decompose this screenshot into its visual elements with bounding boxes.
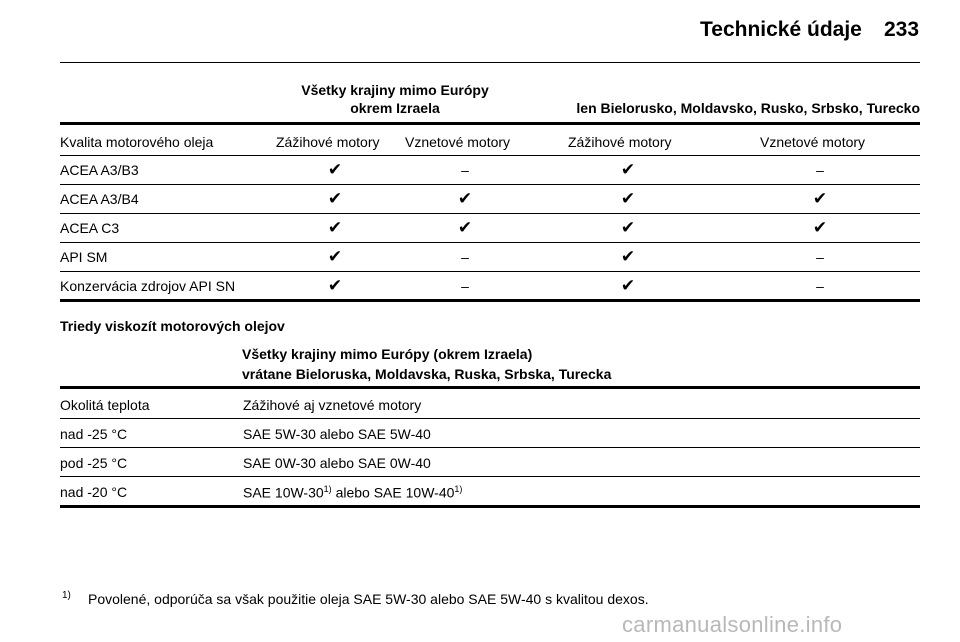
viscosity-group-header-line1: Všetky krajiny mimo Európy (okrem Izraela) <box>242 346 533 362</box>
cell-value: ✔ <box>457 189 473 208</box>
page-number: 233 <box>884 18 920 41</box>
table2-rule <box>60 447 920 448</box>
row-name: Konzervácia zdrojov API SN <box>60 278 236 294</box>
col-header-petrol-1: Zážihové motory <box>276 134 380 150</box>
oil-value <box>243 484 462 501</box>
table2-bottom-rule <box>60 505 920 508</box>
col-header-engines: Zážihové aj vznetové motory <box>243 397 422 413</box>
footnote-ref: 1) <box>454 484 463 494</box>
row-name: ACEA A3/B4 <box>60 191 139 207</box>
cell-value: ✔ <box>620 218 636 237</box>
group-header-europe-line2: okrem Izraela <box>350 100 440 116</box>
table2-header-rule <box>60 386 920 389</box>
col-header-petrol-2: Zážihové motory <box>568 134 672 150</box>
cell-value: ✔ <box>327 247 343 266</box>
temp-value: nad -20 °C <box>60 484 128 500</box>
cell-value: – <box>816 278 824 294</box>
table2-rule <box>60 418 920 419</box>
table1-rule <box>60 155 920 156</box>
temp-value: nad -25 °C <box>60 426 128 442</box>
cell-value: ✔ <box>327 160 343 179</box>
cell-value: – <box>461 278 469 294</box>
col-header-diesel-1: Vznetové motory <box>405 134 511 150</box>
footnote-text: Povolené, odporúča sa však použitie oleja SAE 5W-30 alebo SAE 5W-40 s kvalitou dexos. <box>88 591 649 607</box>
oil-value-part2: alebo SAE 10W-40 <box>331 484 455 501</box>
group-header-russia: len Bielorusko, Moldavsko, Rusko, Srbsko, Turecko <box>576 100 920 116</box>
table1-rule <box>60 213 920 214</box>
table2-rule <box>60 476 920 477</box>
footnote-ref: 1) <box>323 484 332 494</box>
cell-value: ✔ <box>327 218 343 237</box>
viscosity-group-header <box>242 344 611 384</box>
cell-value: ✔ <box>620 160 636 179</box>
group-header-europe <box>270 81 520 117</box>
oil-value: SAE 0W-30 alebo SAE 0W-40 <box>243 455 431 471</box>
cell-value: ✔ <box>812 218 828 237</box>
cell-value: ✔ <box>620 189 636 208</box>
row-name: ACEA C3 <box>60 220 120 236</box>
footnote-marker: 1) <box>62 590 71 601</box>
watermark-text: carmanualsonline.info <box>622 612 843 637</box>
cell-value: – <box>461 249 469 265</box>
col-header-diesel-2: Vznetové motory <box>760 134 866 150</box>
cell-value: ✔ <box>620 247 636 266</box>
row-name: ACEA A3/B3 <box>60 162 139 178</box>
page-header-title: Technické údaje <box>700 18 862 41</box>
cell-value: ✔ <box>812 189 828 208</box>
oil-value-part1: SAE 10W-30 <box>243 484 324 501</box>
table1-rule <box>60 242 920 243</box>
cell-value: – <box>816 162 824 178</box>
cell-value: ✔ <box>620 276 636 295</box>
viscosity-group-header-line2: vrátane Bieloruska, Moldavska, Ruska, Srbska, Turecka <box>242 366 612 382</box>
col-header-oil-quality: Kvalita motorového oleja <box>60 134 214 150</box>
cell-value: ✔ <box>457 218 473 237</box>
table1-rule <box>60 271 920 272</box>
cell-value: ✔ <box>327 189 343 208</box>
oil-value: SAE 5W-30 alebo SAE 5W-40 <box>243 426 431 442</box>
section-title-viscosity: Triedy viskozít motorových olejov <box>60 318 285 334</box>
table1-rule <box>60 184 920 185</box>
cell-value: – <box>461 162 469 178</box>
col-header-temperature: Okolitá teplota <box>60 397 150 413</box>
row-name: API SM <box>60 249 108 265</box>
table1-bottom-rule <box>60 299 920 302</box>
cell-value: ✔ <box>327 276 343 295</box>
table1-header-rule <box>60 122 920 125</box>
group-header-europe-line1: Všetky krajiny mimo Európy <box>301 82 489 98</box>
temp-value: pod -25 °C <box>60 455 128 471</box>
cell-value: – <box>816 249 824 265</box>
header-rule <box>60 62 920 63</box>
